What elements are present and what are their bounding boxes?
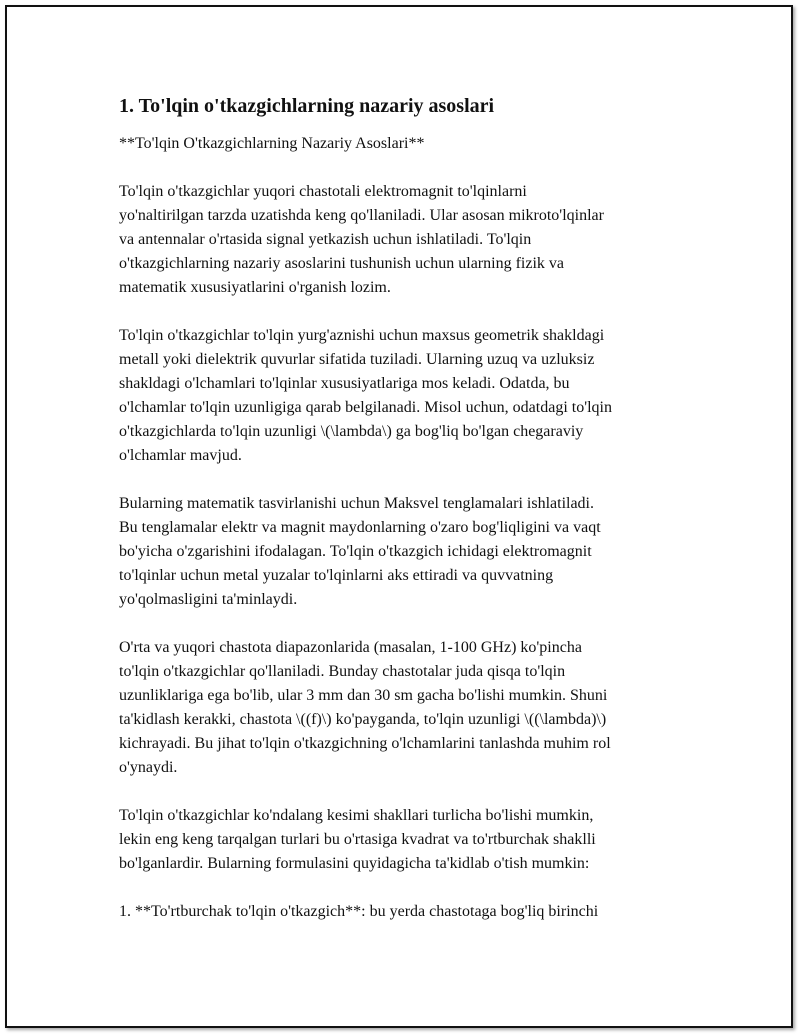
text-line: o'lchamlar to'lqin uzunligiga qarab belgilanadi. Misol uchun, odatdagi to'lqin bbox=[119, 399, 612, 416]
text-line: O'rta va yuqori chastota diapazonlarida (masalan, 1-100 GHz) ko'pincha bbox=[119, 639, 582, 656]
text-line: kichrayadi. Bu jihat to'lqin o'tkazgichning o'lchamlarini tanlashda muhim rol bbox=[119, 735, 611, 752]
paragraph-cross-section bbox=[119, 804, 699, 876]
text-line: o'lchamlar mavjud. bbox=[119, 447, 242, 464]
text-line: To'lqin o'tkazgichlar yuqori chastotali elektromagnit to'lqinlarni bbox=[119, 183, 527, 200]
text-line: bo'lganlardir. Bularning formulasini quyidagicha ta'kidlab o'tish mumkin: bbox=[119, 855, 590, 872]
list-item-rectangular bbox=[119, 900, 699, 924]
text-line: yo'naltirilgan tarzda uzatishda keng qo'llaniladi. Ular asosan mikroto'lqinlar bbox=[119, 207, 604, 224]
text-line: To'lqin o'tkazgichlar ko'ndalang kesimi shakllari turlicha bo'lishi mumkin, bbox=[119, 807, 594, 824]
paragraph-geometry bbox=[119, 324, 699, 468]
section-heading: 1. To'lqin o'tkazgichlarning nazariy asoslari bbox=[119, 95, 495, 117]
text-line: To'lqin o'tkazgichlar to'lqin yurg'aznishi uchun maxsus geometrik shakldagi bbox=[119, 327, 605, 344]
text-line: matematik xususiyatlarini o'rganish lozim. bbox=[119, 279, 391, 296]
text-line: lekin eng keng tarqalgan turlari bu o'rtasiga kvadrat va to'rtburchak shaklli bbox=[119, 831, 596, 848]
text-line: ta'kidlash kerakki, chastota \((f)\) ko'payganda, to'lqin uzunligi \((\lambda)\) bbox=[119, 711, 607, 728]
text-line: uzunliklariga ega bo'lib, ular 3 mm dan 30 sm gacha bo'lishi mumkin. Shuni bbox=[119, 687, 608, 704]
text-line: shakldagi o'lchamlari to'lqinlar xususiyatlariga mos keladi. Odatda, bu bbox=[119, 375, 570, 392]
text-line: to'lqinlar uchun metal yuzalar to'lqinlarni aks ettiradi va quvvatning bbox=[119, 567, 554, 584]
paragraph-frequency bbox=[119, 636, 699, 780]
text-line: va antennalar o'rtasida signal yetkazish uchun ishlatiladi. To'lqin bbox=[119, 231, 532, 248]
text-line: yo'qolmasligini ta'minlaydi. bbox=[119, 591, 298, 608]
text-line: to'lqin o'tkazgichlar qo'llaniladi. Bunday chastotalar juda qisqa to'lqin bbox=[119, 663, 566, 680]
paragraph-maxwell bbox=[119, 492, 699, 612]
text-line: 1. **To'rtburchak to'lqin o'tkazgich**: bu yerda chastotaga bog'liq birinchi bbox=[119, 903, 599, 920]
text-line: bo'yicha o'zgarishini ifodalagan. To'lqin o'tkazgich ichidagi elektromagnit bbox=[119, 543, 592, 560]
text-line: o'tkazgichlarning nazariy asoslarini tushunish uchun ularning fizik va bbox=[119, 255, 564, 272]
bold-subtitle: **To'lqin O'tkazgichlarning Nazariy Asoslari** bbox=[119, 135, 425, 152]
document-body bbox=[119, 92, 699, 948]
text-line: metall yoki dielektrik quvurlar sifatida tuziladi. Ularning uzuq va uzluksiz bbox=[119, 351, 595, 368]
text-line: Bularning matematik tasvirlanishi uchun Maksvel tenglamalari ishlatiladi. bbox=[119, 495, 594, 512]
text-line: o'tkazgichlarda to'lqin uzunligi \(\lambda\) ga bog'liq bo'lgan chegaraviy bbox=[119, 423, 584, 440]
text-line: Bu tenglamalar elektr va magnit maydonlarning o'zaro bog'liqligini va vaqt bbox=[119, 519, 601, 536]
paragraph-intro bbox=[119, 180, 699, 300]
text-line: o'ynaydi. bbox=[119, 759, 178, 776]
